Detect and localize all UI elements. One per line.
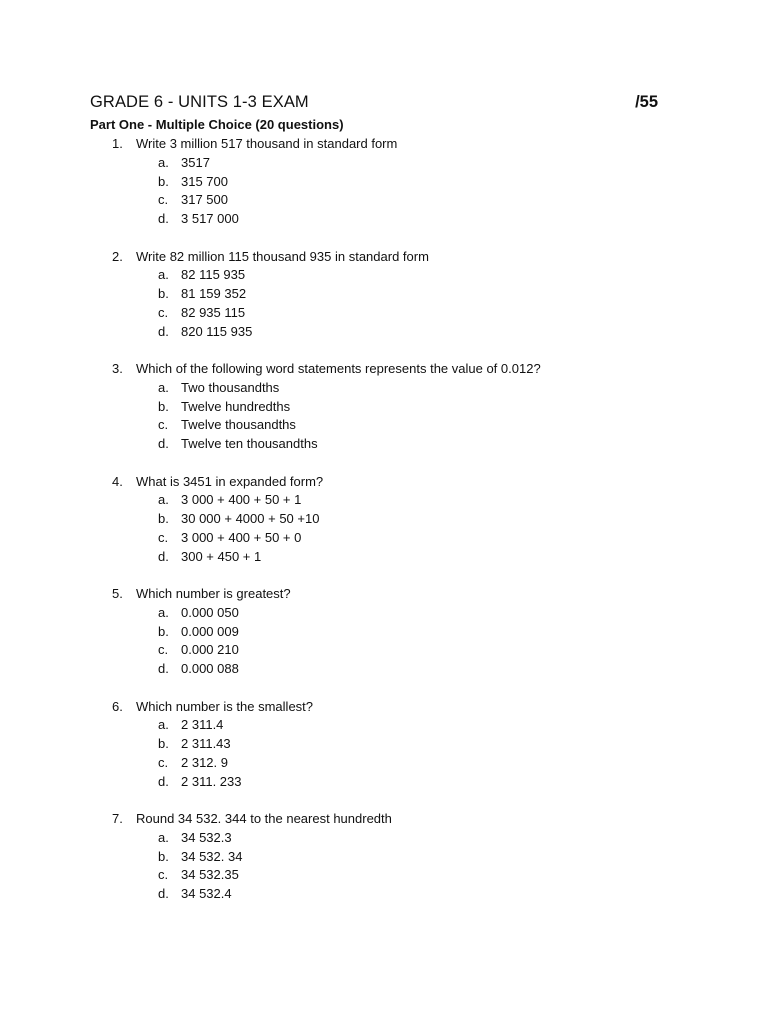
option-text: 0.000 088 [181, 661, 239, 677]
exam-title: GRADE 6 - UNITS 1-3 EXAM [90, 93, 309, 111]
question-item [0, 810, 768, 923]
question-item [0, 135, 768, 248]
question-text: Write 3 million 517 thousand in standard form [136, 136, 398, 151]
option-letter: c. [158, 417, 169, 433]
option-letter: a. [158, 717, 169, 733]
option-text: 3 000 + 400 + 50 + 0 [181, 529, 302, 545]
option-letter: c. [158, 304, 169, 320]
option-letter: c. [158, 529, 169, 545]
option-text: 34 532.4 [181, 886, 232, 902]
score-total: /55 [635, 93, 658, 111]
option-letter: c. [158, 754, 169, 770]
question-number: 1. [112, 136, 123, 151]
question-number: 3. [112, 361, 123, 376]
option-text: 81 159 352 [181, 286, 247, 302]
option-letter: b. [158, 848, 169, 864]
section-title: Part One - Multiple Choice (20 questions) [90, 117, 344, 132]
option-text: Twelve ten thousandths [181, 436, 318, 452]
question-number: 2. [112, 248, 123, 264]
option-letter: d. [158, 661, 169, 677]
option-text: 2 311.43 [181, 736, 231, 752]
question-list [0, 135, 768, 923]
option-text: 30 000 + 4000 + 50 +10 [181, 511, 320, 527]
question-item [0, 698, 768, 811]
option-letter: d. [158, 886, 169, 902]
option-letter: a. [158, 604, 169, 620]
question-text: What is 3451 in expanded form? [136, 473, 324, 489]
option-letter: d. [158, 436, 169, 452]
option-letter: d. [158, 773, 169, 789]
option-letter: b. [158, 398, 169, 414]
option-text: 0.000 050 [181, 604, 239, 620]
option-letter: a. [158, 379, 169, 395]
option-letter: c. [158, 642, 169, 658]
option-letter: a. [158, 829, 169, 845]
option-text: Two thousandths [181, 379, 280, 395]
option-letter: b. [158, 173, 169, 189]
option-text: 2 311.4 [181, 717, 224, 733]
option-letter: d. [158, 211, 169, 227]
option-text: 2 312. 9 [181, 754, 228, 770]
option-text: 3 000 + 400 + 50 + 1 [181, 492, 302, 508]
option-text: 34 532. 34 [181, 848, 243, 864]
question-number: 6. [112, 698, 123, 714]
option-text: 3 517 000 [181, 211, 239, 227]
question-number: 4. [112, 473, 123, 489]
option-text: 300 + 450 + 1 [181, 548, 262, 564]
question-number: 5. [112, 586, 123, 601]
option-letter: b. [158, 623, 169, 639]
question-item [0, 248, 768, 361]
option-letter: d. [158, 323, 169, 339]
question-item [0, 585, 768, 698]
question-item [0, 360, 768, 473]
option-letter: b. [158, 736, 169, 752]
question-text: Which number is greatest? [136, 586, 291, 601]
option-text: 0.000 210 [181, 642, 239, 658]
option-text: Twelve hundredths [181, 398, 291, 414]
option-text: 820 115 935 [181, 323, 253, 339]
option-text: 315 700 [181, 173, 228, 189]
question-text: Round 34 532. 344 to the nearest hundredth [136, 811, 392, 826]
question-number: 7. [112, 811, 123, 826]
option-letter: c. [158, 192, 169, 208]
option-text: 82 115 935 [181, 267, 246, 283]
question-text: Which number is the smallest? [136, 698, 314, 714]
option-letter: a. [158, 267, 169, 283]
option-letter: a. [158, 154, 169, 170]
option-letter: a. [158, 492, 169, 508]
option-letter: d. [158, 548, 169, 564]
option-letter: b. [158, 286, 169, 302]
question-item [0, 473, 768, 586]
option-text: Twelve thousandths [181, 417, 296, 433]
option-text: 317 500 [181, 192, 228, 208]
exam-header [90, 93, 660, 115]
option-text: 82 935 115 [181, 304, 246, 320]
question-text: Write 82 million 115 thousand 935 in standard form [136, 248, 429, 264]
option-text: 3517 [181, 154, 210, 170]
option-text: 2 311. 233 [181, 773, 242, 789]
option-text: 34 532.35 [181, 867, 239, 883]
option-letter: c. [158, 867, 169, 883]
option-text: 0.000 009 [181, 623, 239, 639]
option-text: 34 532.3 [181, 829, 232, 845]
question-text: Which of the following word statements represents the value of 0.012? [136, 361, 541, 376]
option-letter: b. [158, 511, 169, 527]
